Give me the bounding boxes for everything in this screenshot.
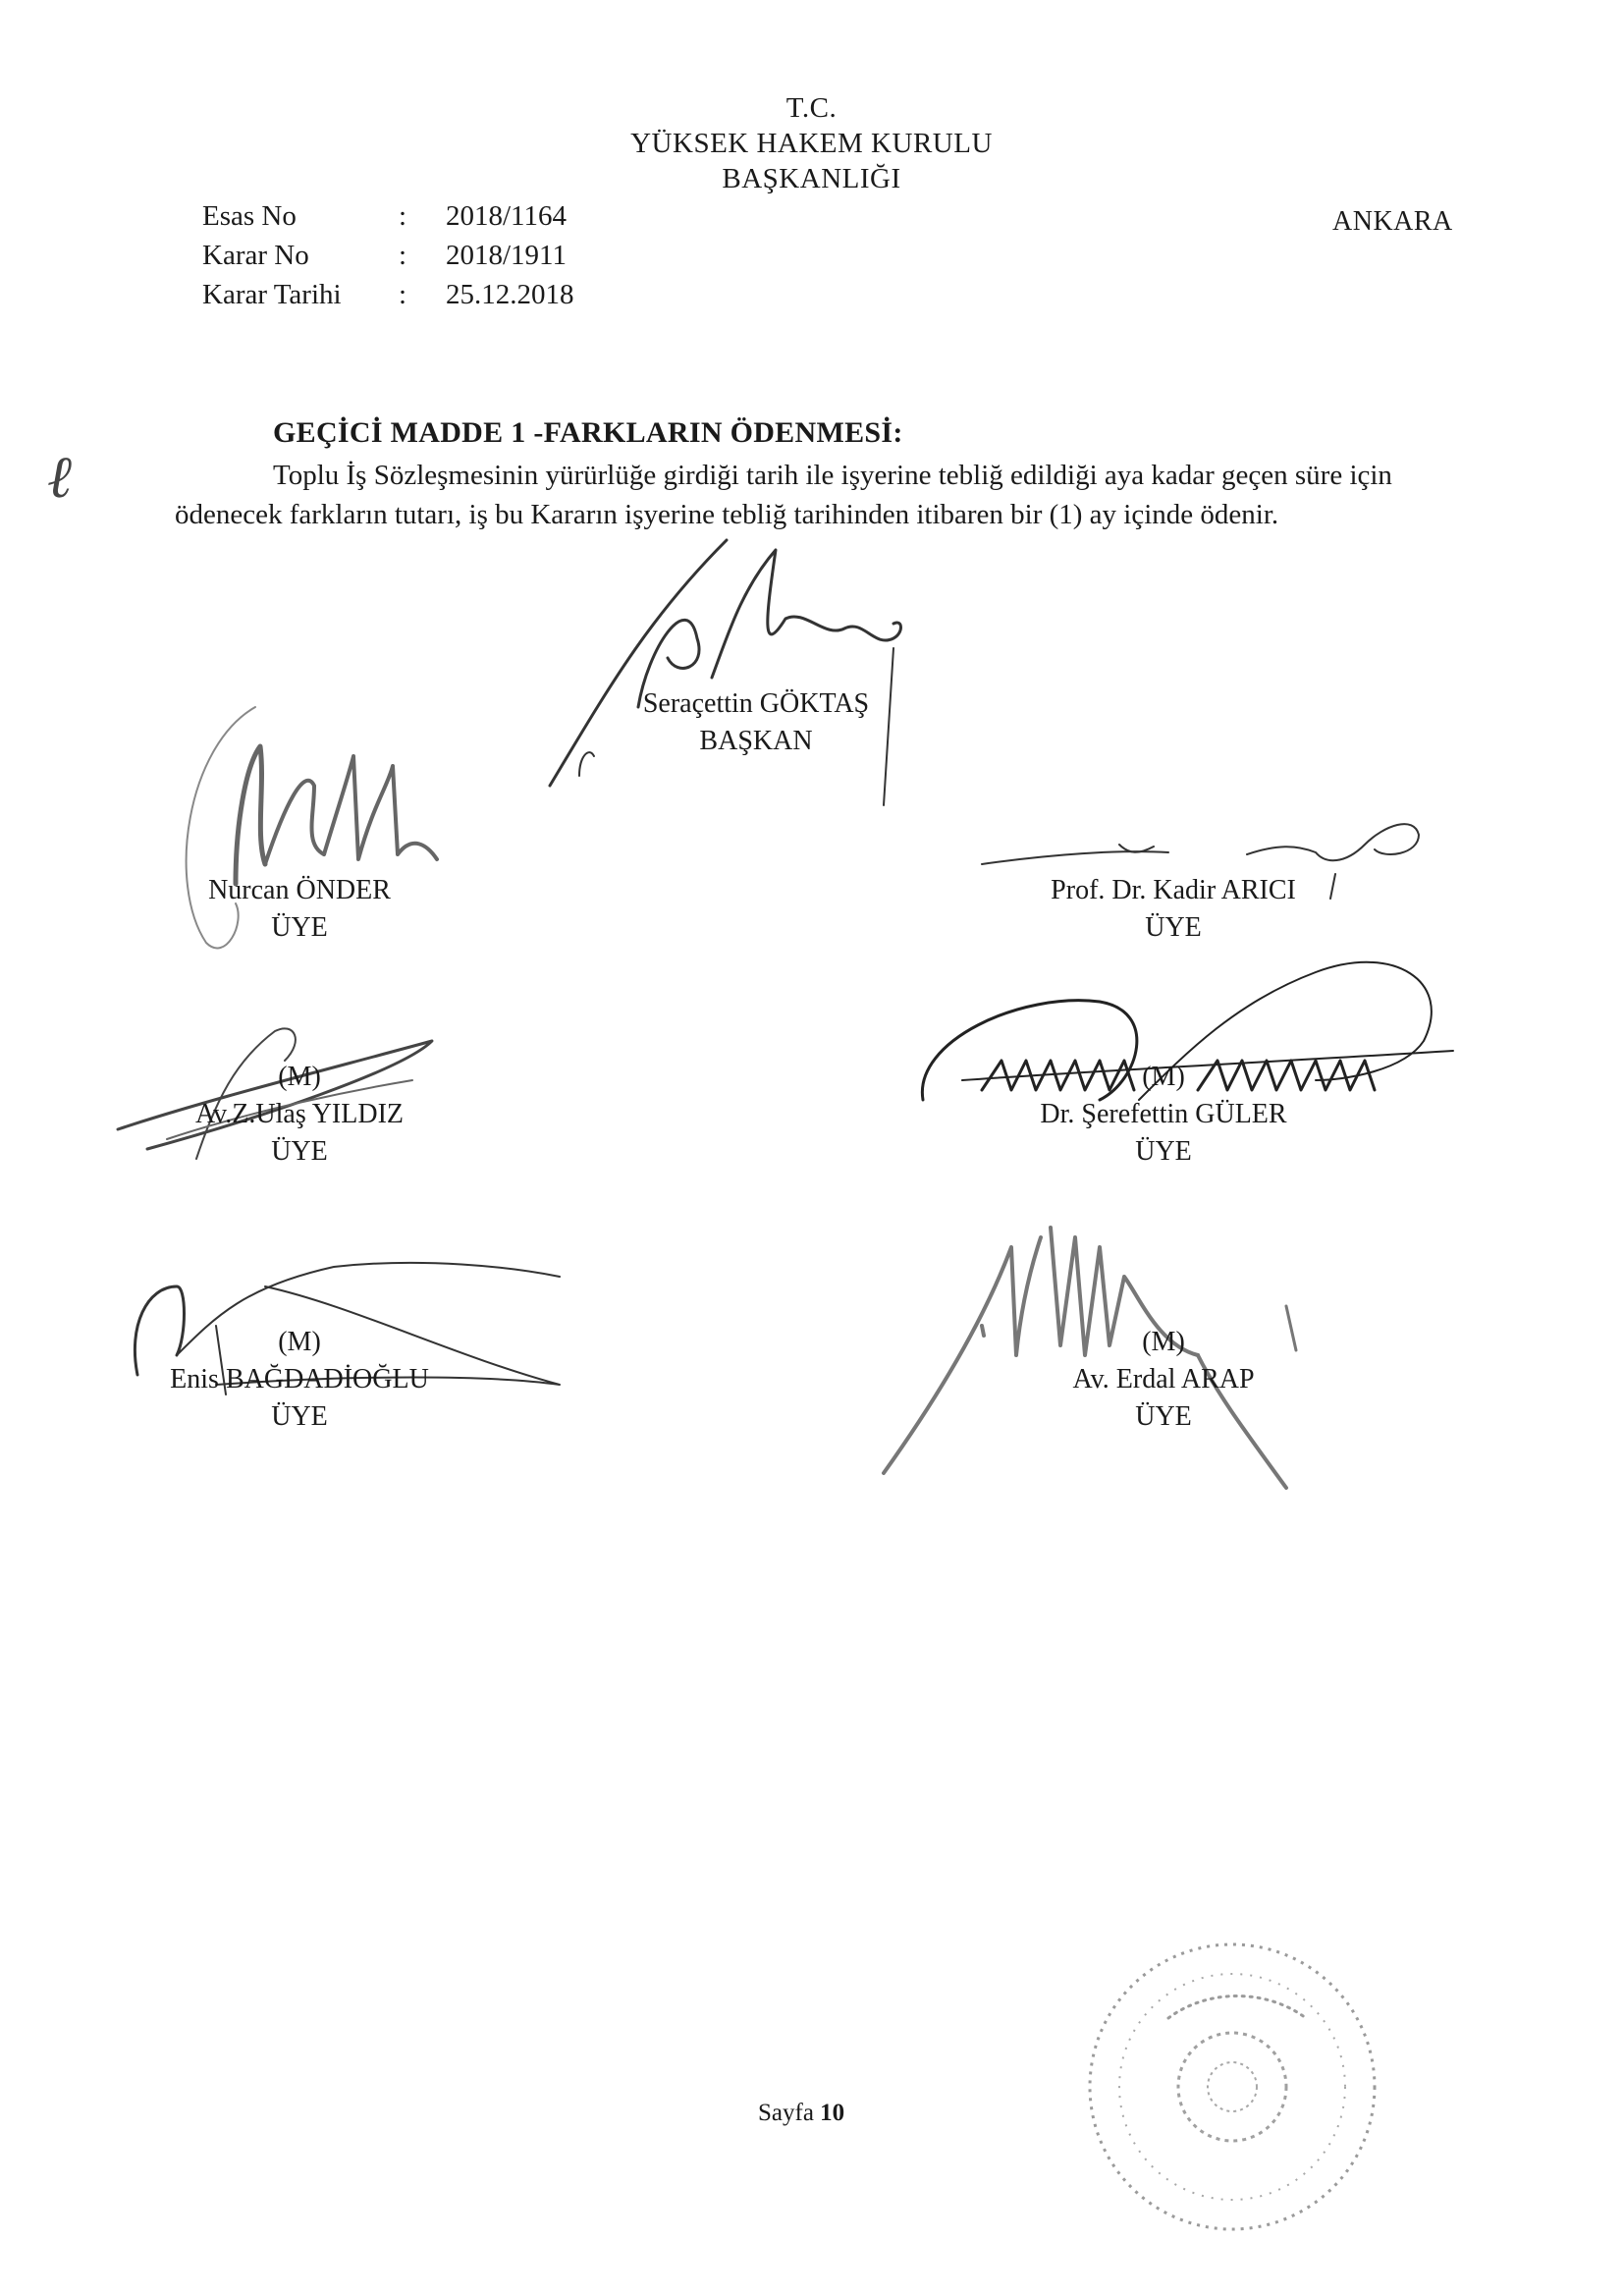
member1-block: [157, 872, 442, 947]
member4-block: [987, 1059, 1340, 1171]
member2-title: ÜYE: [1145, 912, 1202, 943]
article-heading: GEÇİCİ MADDE 1 -FARKLARIN ÖDENMESİ:: [273, 416, 903, 449]
member4-name: Dr. Şerefettin GÜLER: [1040, 1099, 1287, 1129]
header-city: ANKARA: [1332, 206, 1453, 237]
member5-block: [147, 1324, 452, 1436]
member2-name: Prof. Dr. Kadir ARICI: [1051, 875, 1296, 905]
member5-mark: (M): [278, 1327, 321, 1357]
header-block: [0, 90, 1623, 196]
meta-sep: :: [399, 279, 407, 310]
member1-title: ÜYE: [271, 912, 328, 943]
member6-title: ÜYE: [1135, 1401, 1192, 1432]
header-tc: T.C.: [785, 92, 838, 124]
header-presidency: BAŞKANLIĞI: [722, 163, 901, 194]
member6-mark: (M): [1142, 1327, 1185, 1357]
member5-name: Enis BAĞDADİOĞLU: [170, 1364, 429, 1394]
margin-handwritten-note: ℓ: [47, 445, 72, 510]
page-number: [758, 2100, 844, 2127]
article-text-line2: ödenecek farkların tutarı, iş bu Kararın işyerine tebliğ tarihinden itibaren bir (1) ay içinde ödenir.: [175, 499, 1279, 530]
meta-row-tarih: [202, 275, 674, 314]
member3-mark: (M): [278, 1062, 321, 1092]
member6-block: [1011, 1324, 1316, 1436]
member3-block: [157, 1059, 442, 1171]
page-label: Sayfa: [758, 2100, 814, 2126]
president-name: Seraçettin GÖKTAŞ: [642, 688, 870, 719]
meta-sep: :: [399, 240, 407, 271]
article-text-line1: Toplu İş Sözleşmesinin yürürlüğe girdiği tarih ile işyerine tebliğ edildiği aya kadar geçen süre için: [273, 460, 1392, 491]
case-meta: [202, 196, 674, 314]
meta-label: Esas No: [202, 200, 297, 232]
member3-name: Av.Z.Ulaş YILDIZ: [194, 1099, 404, 1129]
member4-mark: (M): [1142, 1062, 1185, 1092]
member4-title: ÜYE: [1135, 1136, 1192, 1167]
meta-label: Karar No: [202, 240, 309, 271]
member5-title: ÜYE: [271, 1401, 328, 1432]
member3-title: ÜYE: [271, 1136, 328, 1167]
meta-row-karar: [202, 236, 674, 275]
meta-value: 25.12.2018: [446, 279, 574, 310]
president-title: BAŞKAN: [699, 726, 813, 756]
member6-name: Av. Erdal ARAP: [1072, 1364, 1255, 1394]
member1-name: Nurcan ÖNDER: [208, 875, 391, 905]
president-signature-graphic: [530, 530, 943, 815]
header-institution: YÜKSEK HAKEM KURULU: [630, 128, 993, 159]
page-number-value: 10: [820, 2100, 845, 2126]
president-block: [560, 685, 952, 760]
meta-label: Karar Tarihi: [202, 279, 342, 310]
meta-value: 2018/1164: [446, 200, 567, 232]
meta-row-esas: [202, 196, 674, 236]
meta-value: 2018/1911: [446, 240, 567, 271]
official-seal-stamp: [1070, 1930, 1394, 2244]
meta-sep: :: [399, 200, 407, 232]
member2-block: [1011, 872, 1335, 947]
